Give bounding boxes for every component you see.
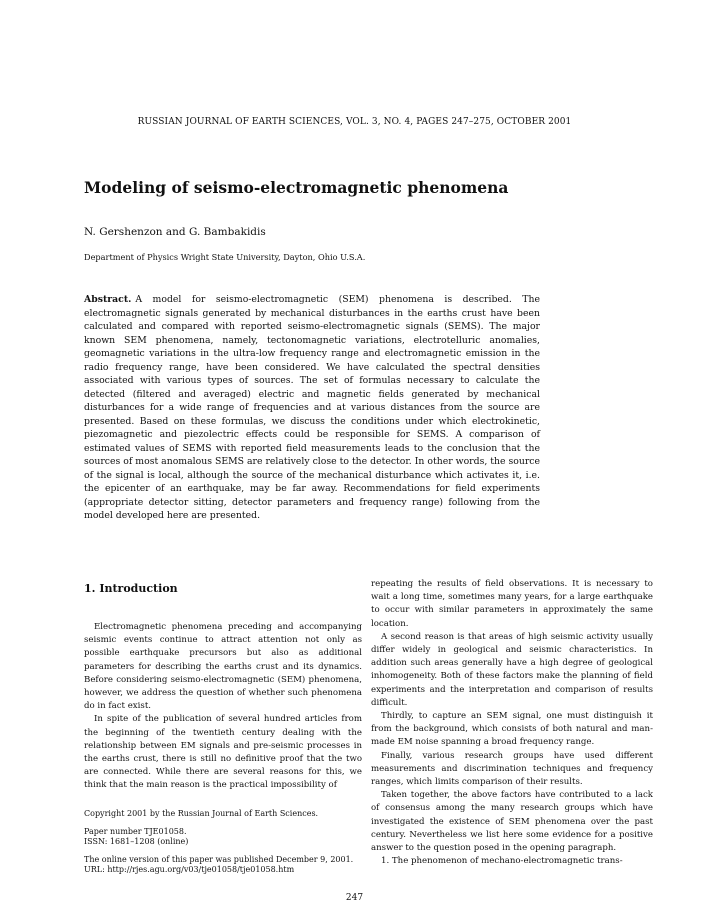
intro-paragraph: A second reason is that areas of high seismic activity usually differ widely in geological and seismic characteristics. In addition such areas generally have a high degree of geological inhomogeneity. Both of these factors make the planning of field experiments and the interpretation and comparison of results difficult. bbox=[371, 631, 653, 708]
paper-number: Paper number TJE01058. bbox=[84, 826, 187, 836]
intro-paragraph-continued: repeating the results of field observations. It is necessary to wait a long time, sometimes many years, for a large earthquake to occur with similar parameters in approximately the same location. bbox=[371, 579, 653, 629]
issn: ISSN: 1681–1208 (online) bbox=[84, 837, 189, 846]
intro-paragraph: Thirdly, to capture an SEM signal, one must distinguish it from the background, which consists of both natural and man-made EM noise spanning a broad frequency range. bbox=[371, 711, 653, 748]
left-column bbox=[84, 582, 362, 793]
abstract-text: A model for seismo-electromagnetic (SEM) phenomena is described. The electromagnetic signals generated by mechanical disturbances in the earths crust have been calculated and compared with reported seismo-electromagnetic signals (SEMS). The major known SEM phenomena, namely, tectonomagnetic variations, electrotelluric anomalies, geomagnetic variations in the ultra-low frequency range and electromagnetic emission in the radio frequency range, have been considered. We have calculated the spectral densities associated with various types of sources. The set of formulas necessary to calculate the detected (filtered and averaged) electric and magnetic fields generated by mechanical disturbances for a wide range of frequencies and at various distances from the source are presented. Based on these formulas, we discuss the conditions under which electrokinetic, piezomagnetic and piezolectric effects could be responsible for SEMS. A comparison of estimated values of SEMS with reported field measurements leads to the conclusion that the sources of most anomalous SEMS are relatively close to the detector. In other words, the source of the signal is local, although the source of the mechanical disturbance which activates it, i.e. the epicenter of an earthquake, may be far away. Recommendations for field experiments (appropriate detector sitting, detector parameters and frequency range) following from the model developed here are presented. bbox=[84, 294, 540, 521]
paper-url: URL: http://rjes.agu.org/v03/tje01058/tje01058.htm bbox=[84, 865, 295, 874]
intro-paragraph: 1. The phenomenon of mechano-electromagnetic trans- bbox=[381, 856, 623, 867]
online-info bbox=[84, 855, 364, 876]
right-column bbox=[371, 578, 653, 868]
footnotes bbox=[84, 809, 364, 883]
abstract-label: Abstract. bbox=[84, 294, 132, 305]
intro-paragraph: Electromagnetic phenomena preceding and accompanying seismic events continue to attract attention not only as possible earthquake precursors but also as additional parameters for describing the earths crust and its dynamics. Before considering seismo-electromagnetic (SEM) phenomena, however, we address the question of whether such phenomena do in fact exist. bbox=[84, 622, 362, 712]
authors: N. Gershenzon and G. Bambakidis bbox=[84, 226, 266, 238]
copyright-note: Copyright 2001 by the Russian Journal of Earth Sciences. bbox=[84, 809, 319, 818]
article-title: Modeling of seismo-electromagnetic phenomena bbox=[84, 178, 509, 197]
online-version-note: The online version of this paper was published December 9, 2001. bbox=[84, 854, 354, 864]
intro-paragraph: In spite of the publication of several hundred articles from the beginning of the twentieth century dealing with the relationship between EM signals and pre-seismic processes in the earths crust, there is still no definitive proof that the two are connected. While there are several reasons for this, we think that the main reason is the practical impossibility of bbox=[84, 714, 362, 791]
affiliation: Department of Physics Wright State University, Dayton, Ohio U.S.A. bbox=[84, 252, 366, 262]
abstract bbox=[84, 293, 540, 523]
page-number: 247 bbox=[345, 893, 364, 903]
intro-paragraph: Finally, various research groups have used different measurements and discrimination techniques and frequency ranges, which limits comparison of their results. bbox=[371, 750, 653, 788]
section-heading: 1. Introduction bbox=[84, 582, 178, 595]
intro-paragraph: Taken together, the above factors have contributed to a lack of consensus among the many research groups which have investigated the existence of SEM phenomena over the past century. Nevertheless we list here some evidence for a positive answer to the question posed in the opening paragraph. bbox=[371, 790, 653, 854]
running-head: RUSSIAN JOURNAL OF EARTH SCIENCES, VOL. 3, NO. 4, PAGES 247–275, OCTOBER 2001 bbox=[137, 117, 572, 127]
paper-ids bbox=[84, 827, 364, 848]
